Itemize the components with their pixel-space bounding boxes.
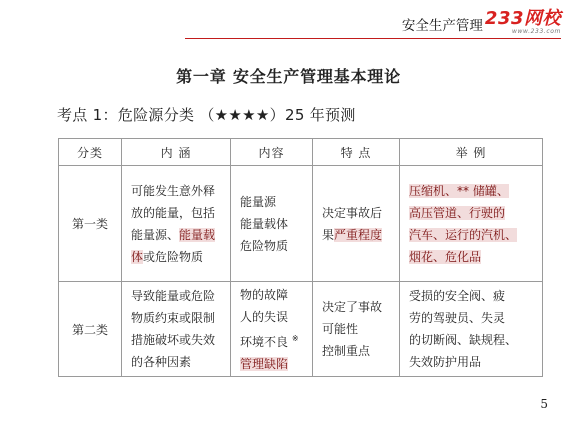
text-line: [409, 224, 533, 246]
highlight-segment: 体: [131, 249, 144, 264]
brand-logo: [485, 10, 561, 35]
chapter-title: 第一章 安全生产管理基本理论: [176, 67, 401, 86]
connotation-cell: [122, 166, 231, 282]
table-row: [59, 166, 543, 282]
highlight-segment: 严重程度: [334, 227, 383, 242]
text-line: 控制重点: [322, 344, 371, 358]
header-rule: [185, 38, 561, 39]
text-line: 的切断阀、缺规程、: [409, 333, 518, 347]
text-segment: 果: [322, 227, 335, 242]
text-line: 能量载体: [240, 216, 289, 231]
text-line: 决定了事故: [322, 300, 383, 314]
text-line: 可能性: [322, 322, 359, 336]
text-line: 物的故障: [240, 287, 289, 302]
text-segment: 环境不良: [240, 334, 289, 349]
header-feature: 特 点: [313, 139, 400, 166]
highlight-segment: 压缩机、** 储罐、: [409, 183, 509, 198]
text-line: [240, 353, 303, 375]
table-row: [59, 282, 543, 377]
text-segment: 或危险物质: [143, 249, 204, 264]
text-line: 危险物质: [240, 238, 289, 253]
page-number: 5: [540, 397, 548, 411]
text-line: 劳的驾驶员、失灵: [409, 311, 506, 325]
text-line: [409, 202, 533, 224]
header-example: 举 例: [400, 139, 543, 166]
section-title: 考点 1：危险源分类 （★★★★）25 年预测: [57, 106, 356, 124]
highlight-segment: 烟花、危化品: [409, 249, 482, 264]
text-line: [322, 224, 390, 246]
table-header-row: [59, 139, 543, 166]
category-cell: 第一类: [59, 166, 122, 282]
text-line: 人的失误: [240, 309, 289, 324]
text-line: [409, 246, 533, 268]
example-cell: [400, 166, 543, 282]
highlight-segment: 汽车、运行的汽机、: [409, 227, 518, 242]
hazard-classification-table: [58, 138, 543, 377]
text-segment: 能量源、: [131, 227, 180, 242]
header-brand: [402, 9, 561, 35]
text-line: 能量源: [240, 194, 277, 209]
text-line: 物质约束或限制: [131, 311, 216, 325]
example-cell: [400, 282, 543, 377]
header-connotation: 内 涵: [122, 139, 231, 166]
text-line: [409, 180, 533, 202]
content-cell: [231, 166, 313, 282]
highlight-segment: 管理缺陷: [240, 356, 289, 371]
text-line: [131, 246, 221, 268]
brand-text: 安全生产管理: [401, 18, 483, 34]
text-line: 导致能量或危险: [131, 289, 216, 303]
feature-cell: [313, 166, 400, 282]
text-line: 的各种因素: [131, 355, 192, 369]
category-cell: 第二类: [59, 282, 122, 377]
text-line: 决定事故后: [322, 205, 383, 220]
text-line: 可能发生意外释: [131, 183, 216, 198]
text-line: 失效防护用品: [409, 355, 482, 369]
brand-logo-sub: www.233.com: [511, 28, 561, 35]
header-category: 分类: [59, 139, 122, 166]
highlight-segment: 能量载: [179, 227, 216, 242]
brand-logo-main: 233网校: [484, 8, 561, 29]
connotation-cell: [122, 282, 231, 377]
feature-cell: [313, 282, 400, 377]
header-content: 内容: [231, 139, 313, 166]
text-line: 受损的安全阀、疲: [409, 289, 506, 303]
note-mark: ※: [291, 333, 299, 343]
highlight-segment: 高压管道、行驶的: [409, 205, 506, 220]
text-line: [131, 224, 221, 246]
text-line: [240, 328, 303, 353]
text-line: 措施破坏或失效: [131, 333, 216, 347]
text-line: 放的能量，包括: [131, 205, 216, 220]
content-cell: [231, 282, 313, 377]
